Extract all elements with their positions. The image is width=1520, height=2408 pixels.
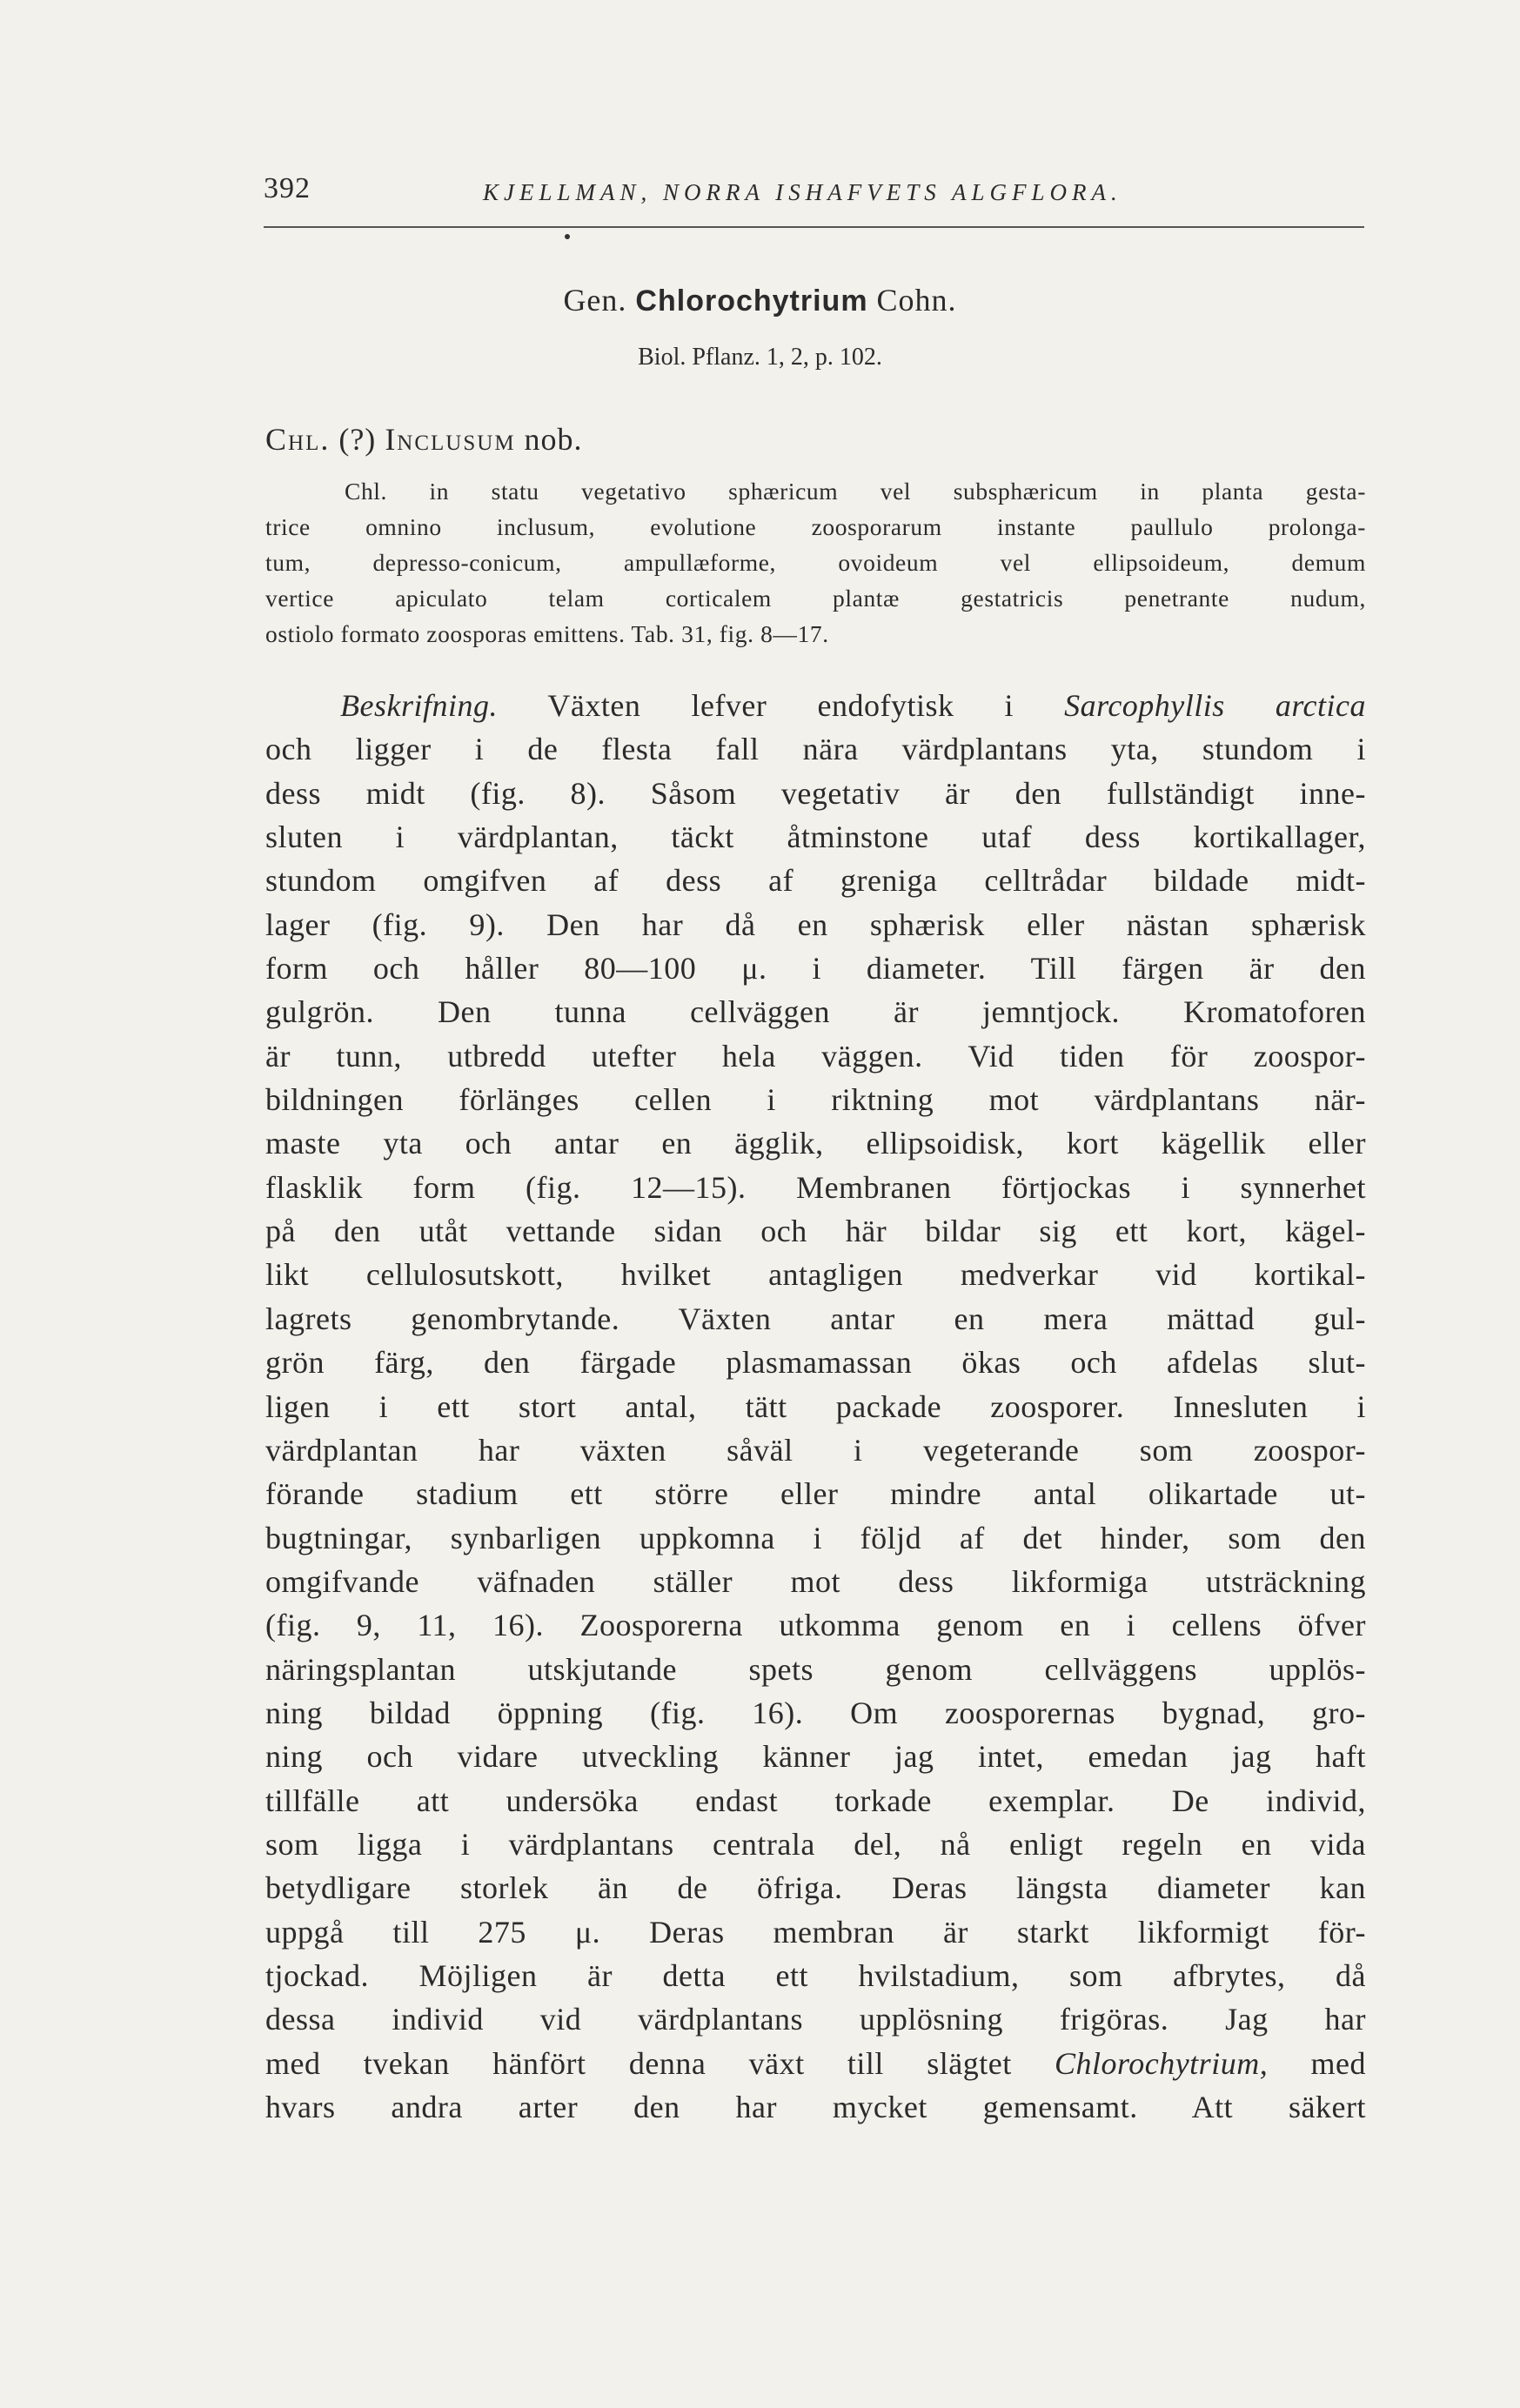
species-abbr: Chl. <box>265 422 331 457</box>
description-line: likt cellulosutskott, hvilket antagligen medverkar vid kortikal- <box>265 1257 1366 1293</box>
running-head: KJELLMAN, NORRA ISHAFVETS ALGFLORA. <box>483 179 1122 205</box>
description-line: värdplantan har växten såväl i vegeterande som zoospor- <box>265 1432 1366 1468</box>
description-line: dessa individ vid värdplantans upplösning frigöras. Jag har <box>265 2002 1366 2037</box>
description-line: betydligare storlek än de öfriga. Deras längsta diameter kan <box>265 1870 1366 1906</box>
description-line: gulgrön. Den tunna cellväggen är jemntjock. Kromatoforen <box>265 994 1366 1030</box>
description-line: grön färg, den färgade plasmamassan ökas och afdelas slut- <box>265 1345 1366 1381</box>
host-species: Sarcophyllis arctica <box>1064 688 1367 723</box>
description-line: tjockad. Möjligen är detta ett hvilstadium, som afbrytes, då <box>265 1957 1366 1993</box>
description-first-text: Växten lefver endofytisk i <box>547 688 1065 723</box>
genus-name: Chlorochytrium <box>635 284 868 318</box>
description-line: hvars andra arter den har mycket gemensamt. Att säkert <box>265 2090 1366 2124</box>
description-line: lager (fig. 9). Den har då en sphærisk eller nästan sphærisk <box>265 906 1366 942</box>
description-lead: Beskrifning. <box>340 688 498 723</box>
description-line: lagrets genombrytande. Växten antar en mera mättad gul- <box>265 1301 1366 1336</box>
stray-dot <box>565 234 570 239</box>
description-line: stundom omgifven af dess af greniga celltrådar bildade midt- <box>265 863 1366 899</box>
genus-prefix: Gen. <box>563 283 627 318</box>
description-line: på den utåt vettande sidan och här bildar sig ett kort, kägel- <box>265 1214 1366 1249</box>
diagnosis-line: trice omnino inclusum, evolutione zoosporarum instante paullulo prolonga- <box>265 513 1366 540</box>
description-line-genus <box>265 2042 1366 2085</box>
header-rule <box>264 226 1364 228</box>
species-epithet: Inclusum <box>385 422 516 457</box>
genus-mention: Chlorochytrium, <box>1055 2045 1269 2081</box>
genus-heading <box>0 282 1520 318</box>
description-line: sluten i värdplantan, täckt åtminstone utaf dess kortikallager, <box>265 819 1366 855</box>
description-line: maste yta och antar en ägglik, ellipsoidisk, kort kägellik eller <box>265 1126 1366 1161</box>
description-line: förande stadium ett större eller mindre antal olikartade ut- <box>265 1476 1366 1512</box>
description-line: form och håller 80—100 μ. i diameter. Till färgen är den <box>265 951 1366 987</box>
species-author: nob. <box>524 422 583 457</box>
description-text: med <box>1268 2045 1366 2081</box>
latin-diagnosis <box>265 473 1366 652</box>
description-text: med tvekan hänfört denna växt till slägtet <box>265 2045 1055 2081</box>
description-line: (fig. 9, 11, 16). Zoosporerna utkomma genom en i cellens öfver <box>265 1608 1366 1643</box>
description-line: ning och vidare utveckling känner jag intet, emedan jag haft <box>265 1739 1366 1775</box>
description-line: och ligger i de flesta fall nära värdplantans yta, stundom i <box>265 732 1366 767</box>
description-line: uppgå till 275 μ. Deras membran är starkt likformigt för- <box>265 1914 1366 1950</box>
species-heading <box>265 421 583 458</box>
description-line: tillfälle att undersöka endast torkade exemplar. De individ, <box>265 1783 1366 1818</box>
diagnosis-line: tum, depresso-conicum, ampullæforme, ovoideum vel ellipsoideum, demum <box>265 549 1366 576</box>
description-first-line <box>265 684 1366 727</box>
description-line: bugtningar, synbarligen uppkomna i följd af det hinder, som den <box>265 1520 1366 1555</box>
genus-reference: Biol. Pflanz. 1, 2, p. 102. <box>638 344 882 371</box>
description-line: omgifvande väfnaden ställer mot dess likformiga utsträckning <box>265 1563 1366 1599</box>
description-line: är tunn, utbredd utefter hela väggen. Vid tiden för zoospor- <box>265 1038 1366 1074</box>
description-line: som ligga i värdplantans centrala del, nå enligt regeln en vida <box>265 1826 1366 1862</box>
swedish-description <box>265 684 1366 2129</box>
description-line: flasklik form (fig. 12—15). Membranen förtjockas i synnerhet <box>265 1169 1366 1205</box>
description-line: bildningen förlänges cellen i riktning mot värdplantans när- <box>265 1082 1366 1118</box>
description-line: ning bildad öppning (fig. 16). Om zoosporernas bygnad, gro- <box>265 1695 1366 1730</box>
description-line: dess midt (fig. 8). Såsom vegetativ är den fullständigt inne- <box>265 775 1366 811</box>
diagnosis-line: vertice apiculato telam corticalem plantæ gestatricis penetrante nudum, <box>265 585 1366 612</box>
description-line: näringsplantan utskjutande spets genom cellväggens upplös- <box>265 1651 1366 1687</box>
diagnosis-line: ostiolo formato zoosporas emittens. Tab. 31, fig. 8—17. <box>265 620 829 647</box>
page-number: 392 <box>264 172 311 204</box>
species-query: (?) <box>338 422 377 457</box>
genus-author: Cohn. <box>876 283 957 318</box>
diagnosis-line: Chl. in statu vegetativo sphæricum vel subsphæricum in planta gesta- <box>345 478 1366 505</box>
description-line: ligen i ett stort antal, tätt packade zoosporer. Innesluten i <box>265 1388 1366 1424</box>
